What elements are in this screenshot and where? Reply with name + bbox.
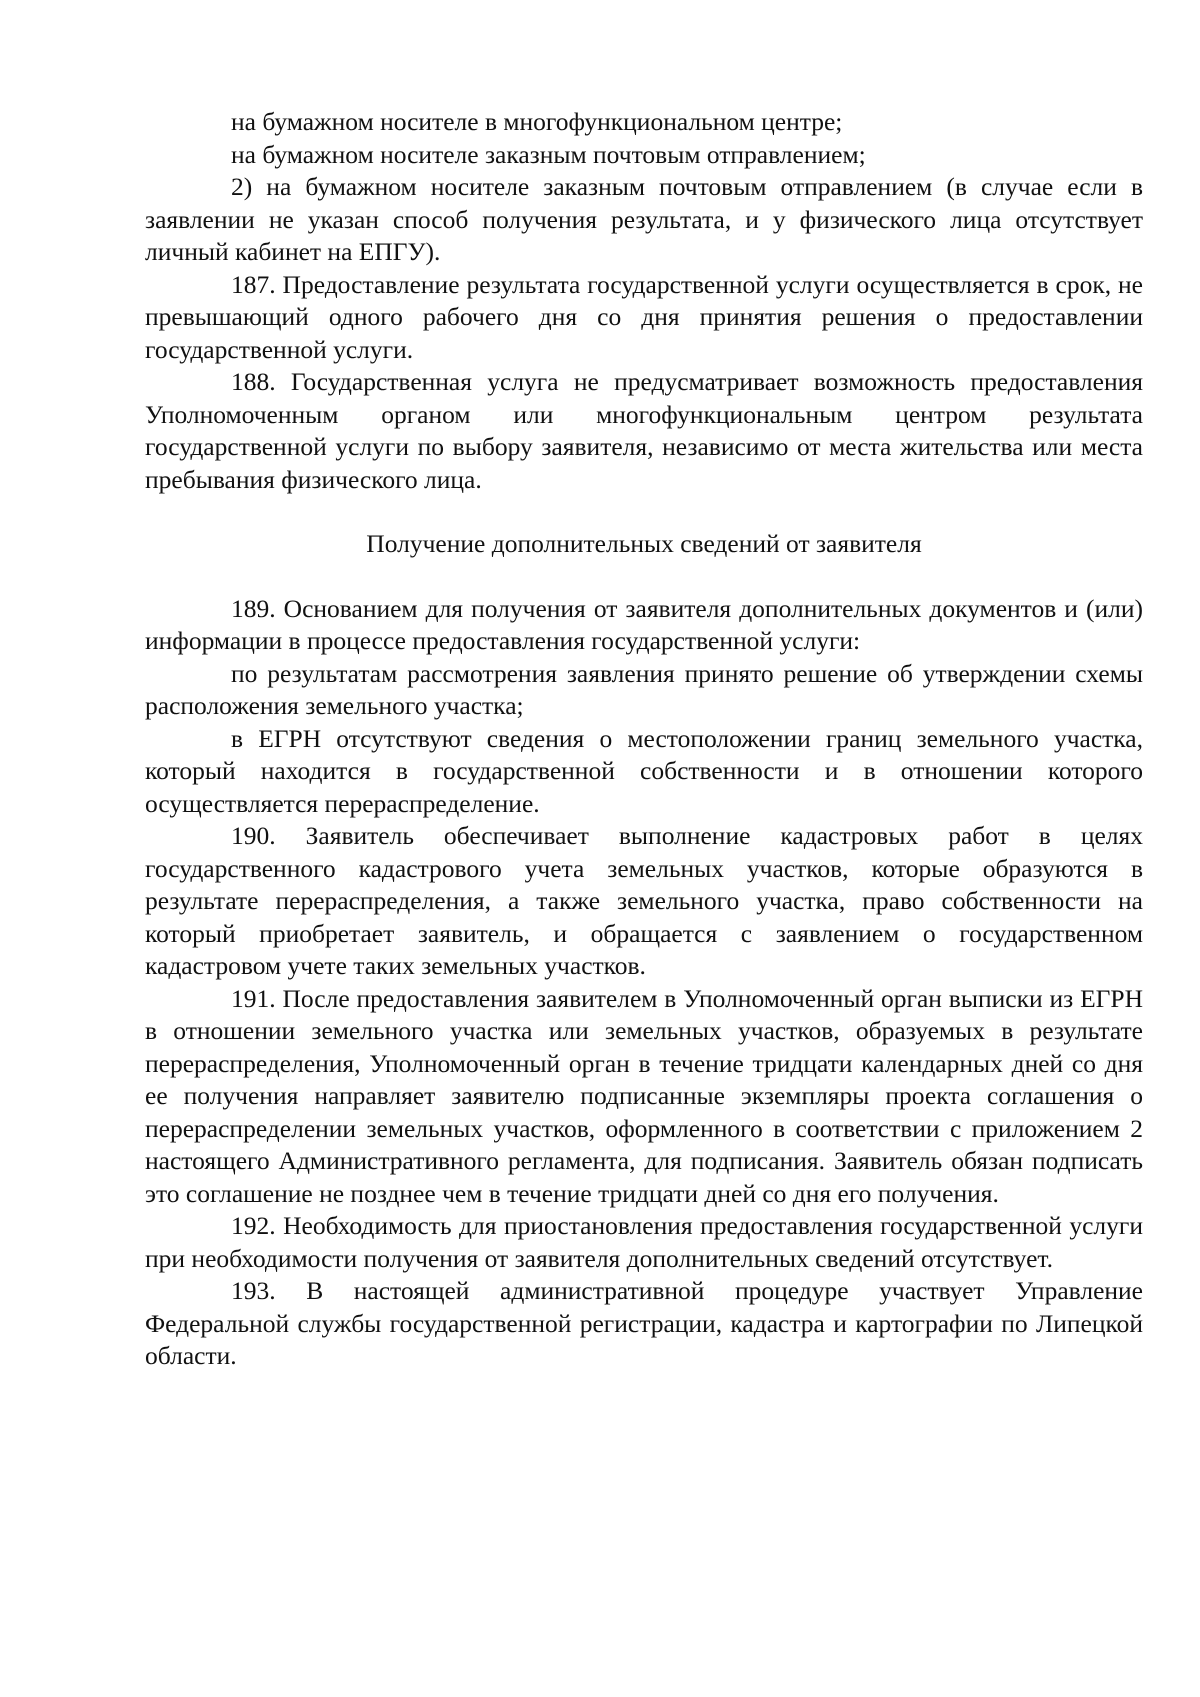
paragraph-192: 192. Необходимость для приостановления предоставления государственной услуги при необходимости получения от заявителя дополнительных сведений отсутствует. [145,1211,1143,1273]
paragraph-191: 191. После предоставления заявителем в Уполномоченный орган выписки из ЕГРН в отношении земельного участка или земельных участков, образуемых в результате перераспределения, Уполномоченный орган в течение тридцати календарных дней со дня ее получения направляет заявителю подписанные экземпляры проекта соглашения о перераспределении земельных участков, оформленного в соответствии с приложением 2 настоящего Административного регламента, для подписания. Заявитель обязан подписать это соглашение не позднее чем в течение тридцати дней со дня его получения. [145,983,1143,1208]
paragraph-189-item-2: в ЕГРН отсутствуют сведения о местоположении границ земельного участка, который находится в государственной собственности и в отношении которого осуществляется перераспределение. [145,723,1143,818]
paragraph-188: 188. Государственная услуга не предусматривает возможность предоставления Уполномоченным органом или многофункциональным центром результата государственной услуги по выбору заявителя, независимо от места жительства или места пребывания физического лица. [145,367,1143,494]
document-page [145,106,1143,1373]
paragraph-193: 193. В настоящей административной процедуре участвует Управление Федеральной службы государственной регистрации, кадастра и картографии по Липецкой области. [145,1276,1143,1370]
paragraph-mfc-paper: на бумажном носителе в многофункциональном центре; [231,107,843,136]
paragraph-187: 187. Предоставление результата государственной услуги осуществляется в срок, не превышающий одного рабочего дня со дня принятия решения о предоставлении государственной услуги. [145,269,1143,364]
paragraph-post-paper: на бумажном носителе заказным почтовым отправлением; [231,139,866,169]
paragraph-189-item-1: по результатам рассмотрения заявления принято решение об утверждении схемы расположения земельного участка; [145,658,1143,720]
paragraph-190: 190. Заявитель обеспечивает выполнение кадастровых работ в целях государственного кадастрового учета земельных участков, которые образуются в результате перераспределения, а также земельного участка, право собственности на который приобретает заявитель, и обращается с заявлением о государственном кадастровом учете таких земельных участков. [145,821,1143,980]
paragraph-189: 189. Основанием для получения от заявителя дополнительных документов и (или) информации в процессе предоставления государственной услуги: [145,593,1143,655]
section-heading: Получение дополнительных сведений от заявителя [366,529,922,558]
paragraph-item-2: 2) на бумажном носителе заказным почтовым отправлением (в случае если в заявлении не указан способ получения результата, и у физического лица отсутствует личный кабинет на ЕПГУ). [145,172,1143,266]
